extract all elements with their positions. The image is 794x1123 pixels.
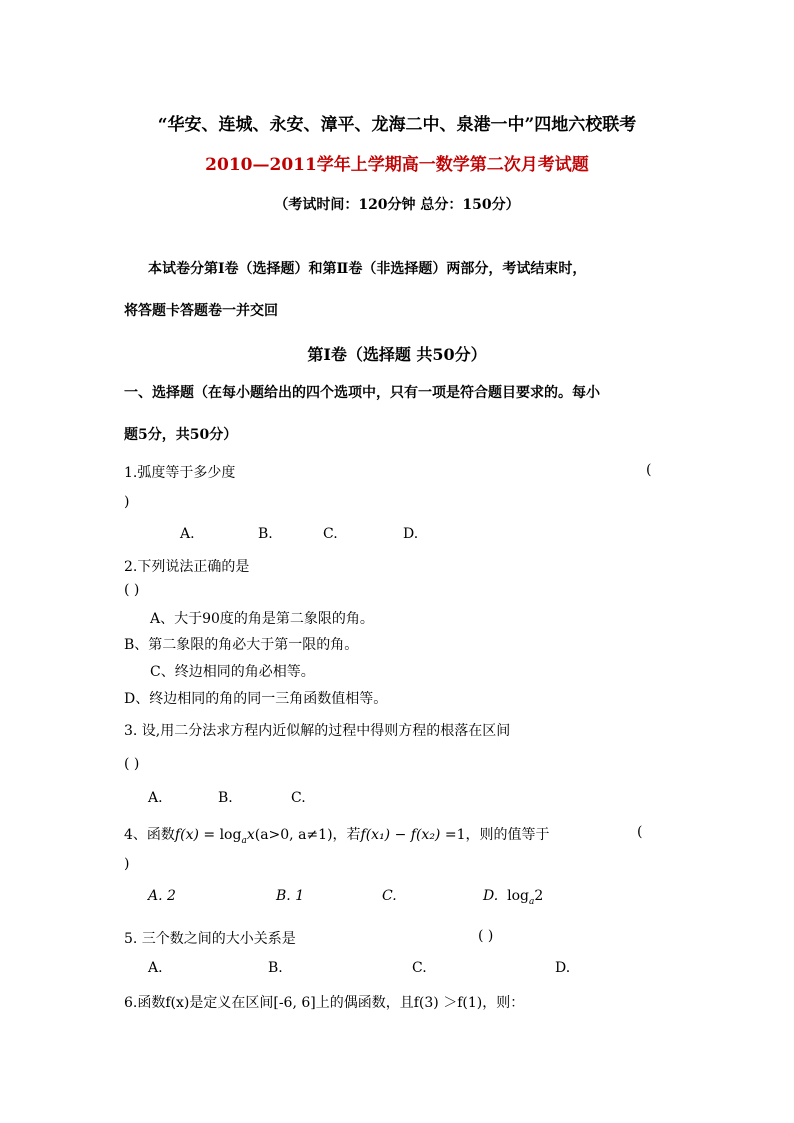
q5-option-b: B.	[268, 960, 283, 976]
q2-option-b: B、第二象限的角必大于第一限的角。	[124, 637, 359, 653]
q1-paren-open: (	[646, 462, 652, 478]
q4-option-d-base: a	[528, 896, 535, 907]
q5-stem: 5. 三个数之间的大小关系是	[124, 931, 296, 947]
q2-stem: 2.下列说法正确的是	[124, 559, 250, 575]
q4-option-d-label: D.	[483, 888, 499, 904]
section-one-instructions: 一、选择题（在每小题给出的四个选项中，只有一项是符合题目要求的。每小	[124, 385, 600, 401]
q4-log-arg: x	[246, 827, 255, 843]
q4-condition: (a>0, a≠1)，若	[254, 827, 361, 843]
q4-option-d-log: log	[507, 888, 529, 904]
q1-option-d: D.	[403, 526, 419, 542]
q4-option-d	[483, 888, 543, 907]
q1-option-a: A.	[180, 526, 195, 542]
q3-option-c: C.	[291, 790, 306, 806]
intro-line-2: 将答题卡答题卷一并交回	[124, 303, 278, 319]
q2-option-d: D、终边相同的角的同一三角函数值相等。	[124, 691, 388, 707]
q1-option-c: C.	[323, 526, 338, 542]
q5-option-a: A.	[148, 960, 163, 976]
q2-option-a: A、大于90度的角是第二象限的角。	[150, 611, 374, 627]
q5-paren: ( )	[478, 928, 494, 944]
q1-paren-close: )	[124, 494, 130, 510]
q1-option-b: B.	[258, 526, 273, 542]
q2-option-c: C、终边相同的角必相等。	[150, 664, 315, 680]
q4-option-b: B. 1	[276, 888, 305, 904]
q4-equals: =	[198, 827, 220, 843]
q4-stem-prefix: 4、函数	[124, 827, 175, 843]
q4-log-base: a	[241, 835, 247, 846]
exam-info: （考试时间：120分钟 总分：150分）	[274, 197, 520, 213]
q6-stem: 6.函数f(x)是定义在区间[-6, 6]上的偶函数，且f(3) ＞f(1)，则：	[124, 995, 525, 1011]
q3-paren: ( )	[124, 756, 140, 772]
q4-option-c: C.	[382, 888, 397, 904]
q4-paren-close: )	[124, 856, 130, 872]
section-one-instructions-cont: 题5分，共50分）	[124, 427, 238, 443]
q5-option-d: D.	[555, 960, 571, 976]
part-one-title: 第Ⅰ卷（选择题 共50分）	[307, 345, 487, 364]
exam-school-header: “华安、连城、永安、漳平、龙海二中、泉港一中”四地六校联考	[157, 115, 637, 135]
q3-option-a: A.	[148, 790, 163, 806]
q3-stem: 3. 设,用二分法求方程内近似解的过程中得则方程的根落在区间	[124, 723, 511, 739]
q4-option-d-num: 2	[534, 888, 544, 904]
q4-fx1-minus-fx2: f(x₁) − f(x₂)	[360, 827, 441, 843]
q4-paren-open: (	[637, 824, 643, 840]
q4-stem	[124, 824, 549, 846]
q4-function-fx: f(x)	[174, 827, 199, 843]
q4-option-a: A. 2	[148, 888, 176, 904]
q3-option-b: B.	[218, 790, 233, 806]
q4-log: log	[219, 827, 242, 843]
q4-stem-rest: =1，则的值等于	[440, 827, 550, 843]
q1-stem: 1.弧度等于多少度	[124, 465, 236, 481]
intro-line-1: 本试卷分第Ⅰ卷（选择题）和第Ⅱ卷（非选择题）两部分，考试结束时，	[148, 261, 587, 277]
exam-title: 2010—2011学年上学期高一数学第二次月考试题	[205, 155, 589, 175]
q5-option-c: C.	[412, 960, 427, 976]
q2-paren: ( )	[124, 582, 140, 598]
